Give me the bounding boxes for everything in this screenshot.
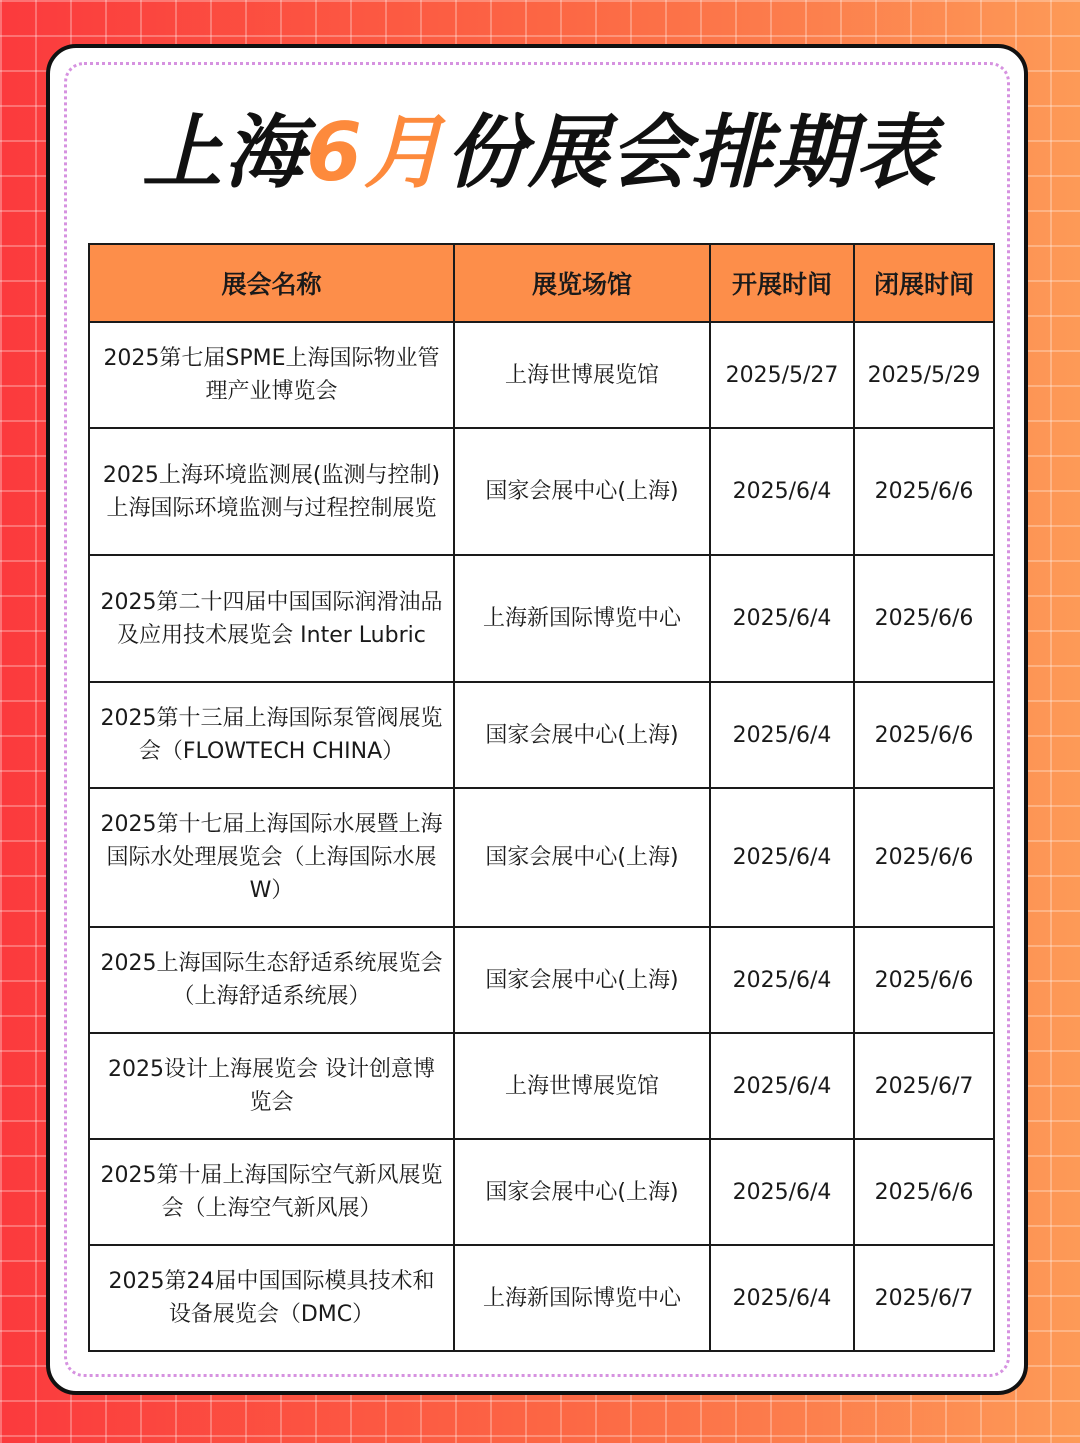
table-row [89, 1139, 994, 1245]
cell-start-date: 2025/6/4 [710, 555, 854, 682]
cell-venue: 上海新国际博览中心 [454, 1245, 710, 1351]
cell-start-date: 2025/6/4 [710, 927, 854, 1033]
cell-venue: 上海世博展览馆 [454, 322, 710, 428]
cell-start-date: 2025/6/4 [710, 682, 854, 788]
cell-venue: 国家会展中心(上海) [454, 428, 710, 555]
table-row [89, 682, 994, 788]
cell-end-date: 2025/6/7 [854, 1033, 994, 1139]
cell-start-date: 2025/6/4 [710, 1139, 854, 1245]
cell-start-date: 2025/6/4 [710, 1033, 854, 1139]
header-exhibition-name: 展会名称 [89, 244, 454, 322]
table-row [89, 555, 994, 682]
table-row [89, 927, 994, 1033]
header-venue: 展览场馆 [454, 244, 710, 322]
table-row [89, 322, 994, 428]
cell-venue: 上海世博展览馆 [454, 1033, 710, 1139]
cell-end-date: 2025/6/6 [854, 428, 994, 555]
title-accent: 6月 [306, 106, 446, 199]
cell-end-date: 2025/6/6 [854, 788, 994, 927]
table-row [89, 428, 994, 555]
cell-venue: 国家会展中心(上海) [454, 682, 710, 788]
cell-exhibition-name: 2025上海环境监测展(监测与控制) 上海国际环境监测与过程控制展览 [89, 428, 454, 555]
cell-end-date: 2025/6/6 [854, 682, 994, 788]
cell-end-date: 2025/6/6 [854, 1139, 994, 1245]
cell-start-date: 2025/5/27 [710, 322, 854, 428]
cell-end-date: 2025/6/6 [854, 555, 994, 682]
page-title [0, 108, 1080, 198]
cell-exhibition-name: 2025设计上海展览会 设计创意博览会 [89, 1033, 454, 1139]
cell-start-date: 2025/6/4 [710, 788, 854, 927]
cell-venue: 国家会展中心(上海) [454, 927, 710, 1033]
table-row [89, 788, 994, 927]
cell-exhibition-name: 2025第二十四届中国国际润滑油品及应用技术展览会 Inter Lubric [89, 555, 454, 682]
cell-exhibition-name: 2025第十七届上海国际水展暨上海国际水处理展览会（上海国际水展W） [89, 788, 454, 927]
header-end-date: 闭展时间 [854, 244, 994, 322]
cell-exhibition-name: 2025上海国际生态舒适系统展览会（上海舒适系统展） [89, 927, 454, 1033]
cell-exhibition-name: 2025第七届SPME上海国际物业管理产业博览会 [89, 322, 454, 428]
title-part-1: 上海 [142, 106, 307, 199]
cell-venue: 国家会展中心(上海) [454, 1139, 710, 1245]
cell-start-date: 2025/6/4 [710, 1245, 854, 1351]
cell-exhibition-name: 2025第十届上海国际空气新风展览会（上海空气新风展） [89, 1139, 454, 1245]
title-part-2: 份展会排期表 [445, 106, 938, 199]
cell-exhibition-name: 2025第24届中国国际模具技术和设备展览会（DMC） [89, 1245, 454, 1351]
cell-end-date: 2025/5/29 [854, 322, 994, 428]
cell-end-date: 2025/6/7 [854, 1245, 994, 1351]
exhibition-table [88, 243, 995, 1352]
header-start-date: 开展时间 [710, 244, 854, 322]
cell-venue: 国家会展中心(上海) [454, 788, 710, 927]
cell-start-date: 2025/6/4 [710, 428, 854, 555]
table-row [89, 1033, 994, 1139]
cell-venue: 上海新国际博览中心 [454, 555, 710, 682]
cell-exhibition-name: 2025第十三届上海国际泵管阀展览会（FLOWTECH CHINA） [89, 682, 454, 788]
table-row [89, 1245, 994, 1351]
cell-end-date: 2025/6/6 [854, 927, 994, 1033]
table-header-row [89, 244, 994, 322]
